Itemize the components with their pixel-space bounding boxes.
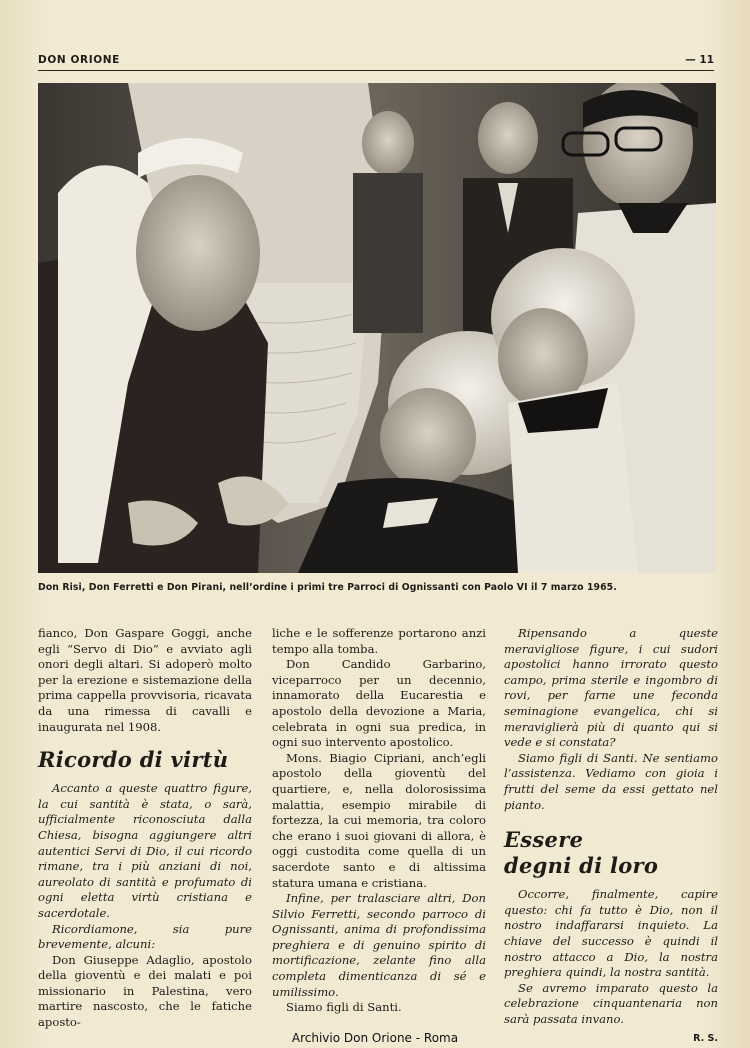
paragraph: Occorre, finalmente, capire questo: chi fa tutto è Dio, non il nostro indaffararsi inquieto. La chiave del successo è quindi il nostro attacco a Dio, la nostra preghiera quindi, la nostra santità. [504,887,718,980]
photo-icon [38,83,716,573]
paragraph: Don Giuseppe Adaglio, apostolo della gioventù e dei malati e poi missionario in Palestina, vero martire nascosto, che le fatiche aposto- [38,952,252,1030]
paragraph: Siamo figli di Santi. [286,1000,402,1015]
magazine-title: DON ORIONE [38,54,120,66]
heading-line-2: degni di loro [504,853,659,879]
paragraph: Ripensando a queste meravigliose figure, i cui sudori apostolici hanno irrorato questo campo, prima sterile e ingombro di rovi, per farne une feconda seminagione evangelica, chi si meraviglierà più di quanto qui si vede e si constata? [504,626,718,750]
running-header [38,54,714,71]
heading-line-1: Essere [504,827,584,853]
paragraph: Accanto a queste quattro figure, la cui santità è stata, o sarà, ufficialmente riconosciuta dalla Chiesa, bisogna aggiungere altri autentici Servi di Dio, il cui ricordo rimane, tra i più anziani di noi, aureolato di santità e profumato di ogni eletta virtù cristiana e sacerdotale. [38,781,252,920]
paragraph: liche e le sofferenze portarono anzi tempo alla tomba. [272,626,486,656]
section-heading-ricordo: Ricordo di virtù [38,747,229,773]
paragraph: Don Candido Garbarino, viceparroco per un decennio, innamorato della Eucarestia e apostolo della devozione a Maria, celebrata in ogni sua predica, in ogni suo intervento apostolico. [272,657,486,750]
photo-caption: Don Risi, Don Ferretti e Don Pirani, nell’ordine i primi tre Parroci di Ognissanti con Paolo VI il 7 marzo 1965. [38,582,617,593]
column-1 [38,626,252,1031]
paragraph: Ricordiamone, sia pure brevemente, alcuni: [38,921,252,952]
column-3 [504,626,718,1047]
paragraph: Infine, per tralasciare altri, Don Silvio Ferretti, secondo parroco di Ognissanti, anima di profondissima preghiera e di genuino spirito di mortificazione, zelante fino alla completa dimenticanza di sé e umilissimo. [272,891,486,999]
section-heading-essere [504,827,718,879]
paragraph: Se avremo imparato questo la celebrazione cinquantenaria non sarà passata invano. [504,980,718,1026]
page-number: — 11 [685,54,714,66]
paragraph: Mons. Biagio Cipriani, anch’egli apostolo della gioventù del quartiere, e, nella dolorosissima malattia, esempio mirabile di fortezza, la cui memoria, tra coloro che erano i suoi giovani di allora, è oggi custodita come quella di un sacerdote santo e di altissima statura umana e cristiana. [272,750,486,890]
archive-footer: Archivio Don Orione - Roma [291,1031,459,1045]
author-signature: R. S. [693,1033,718,1045]
photograph [38,83,716,573]
paragraph: fianco, Don Gaspare Goggi, anche egli “Servo di Dio” e avviato agli onori degli altari. Si adoperò molto per la erezione e sistemazione della prima cappella provvisoria, ricavata da una rimessa di cavalli e inaugurata nel 1908. [38,626,252,734]
column-2 [272,626,486,1016]
paragraph: Siamo figli di Santi. Ne sentiamo l’assistenza. Vediamo con gioia i frutti del seme da essi gettato nel pianto. [504,750,718,812]
